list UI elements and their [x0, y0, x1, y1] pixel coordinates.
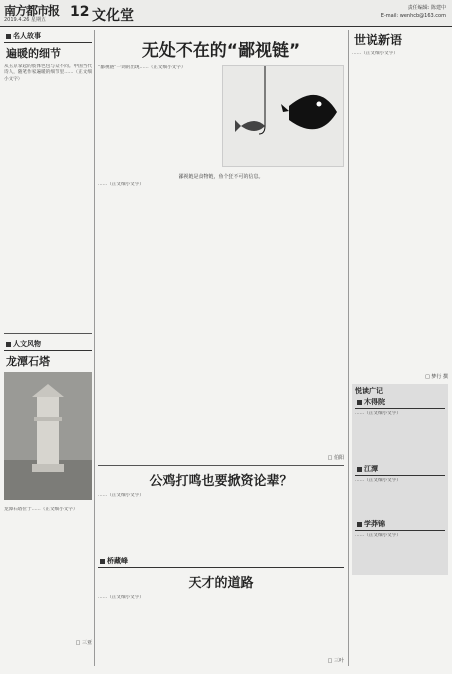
bottom-headline: 天才的道路 — [188, 576, 254, 591]
fish-caption: 鄙视链是食物链，鱼个狂不可的信息。 — [178, 174, 264, 180]
right-column — [352, 30, 448, 575]
article-body-tower: 龙潭石塔位于……（正文细小文字） — [4, 507, 78, 512]
main-body-right: ……（正文细小文字） — [98, 182, 144, 187]
column-divider-left — [94, 30, 95, 666]
editor-line: 责任编辑: 陈建中 — [407, 5, 446, 11]
divider — [4, 333, 92, 334]
section-title: 文化堂 — [92, 8, 134, 24]
author-sanye: □ 三叶 — [327, 658, 344, 664]
issue-date: 2019.4.26 星期五 — [4, 17, 47, 23]
secondary-body: ……（正文细小文字） — [98, 493, 144, 498]
box2-tag: 江潭 — [355, 463, 445, 476]
tag-column: 桥藏峰 — [98, 555, 344, 568]
article-title-detail: 遍暖的细节 — [6, 47, 61, 60]
box3-tag: 学莽锦 — [355, 518, 445, 531]
center-column — [98, 30, 344, 664]
author-sanya: □ 三亚 — [75, 640, 92, 646]
box2-body: ……（正文细小文字） — [355, 478, 401, 483]
stone-tower-photo — [4, 372, 92, 500]
article-body-detail: 从玉京掌起的肢体色包与众不同。中国当代诗人，随笔作家遍暖的细节里……（正文细小文字） — [4, 64, 92, 82]
author-mengxing: □ 梦行 撰 — [425, 374, 448, 380]
tag-culture: 人文风物 — [4, 338, 92, 351]
right-title: 世说新语 — [354, 33, 403, 47]
newspaper-logo: 南方都市报 — [4, 4, 60, 18]
right-body: ……（正文细小文字） — [352, 51, 398, 56]
secondary-headline: 公鸡打鸣也要掀资论辈？ — [149, 474, 293, 489]
fish-illustration — [222, 65, 344, 167]
bottom-body: ……（正文细小文字） — [98, 595, 144, 600]
reading-corner — [352, 384, 448, 575]
left-column — [4, 30, 92, 646]
editor-info — [381, 4, 446, 20]
page-number: 12 — [70, 4, 90, 20]
main-headline: 无处不在的“鄙视链” — [141, 41, 301, 61]
main-body-left: “鄙视链”一词的出现……（正文细小文字） — [98, 65, 186, 70]
reading-corner-title: 悦读广记 — [355, 387, 383, 395]
masthead — [0, 0, 452, 27]
tag-celebrity-story: 名人故事 — [4, 30, 92, 43]
box1-tag: 木得院 — [355, 396, 445, 409]
author-boyang: □ 伯阳 — [327, 455, 344, 461]
box1-body: ……（正文细小文字） — [355, 411, 401, 416]
box3-body: ……（正文细小文字） — [355, 533, 401, 538]
divider — [98, 465, 344, 466]
article-title-tower: 龙潭石塔 — [6, 355, 50, 368]
email-line: E-mail: wenhcb@163.com — [380, 13, 446, 19]
column-divider-right — [348, 30, 349, 666]
